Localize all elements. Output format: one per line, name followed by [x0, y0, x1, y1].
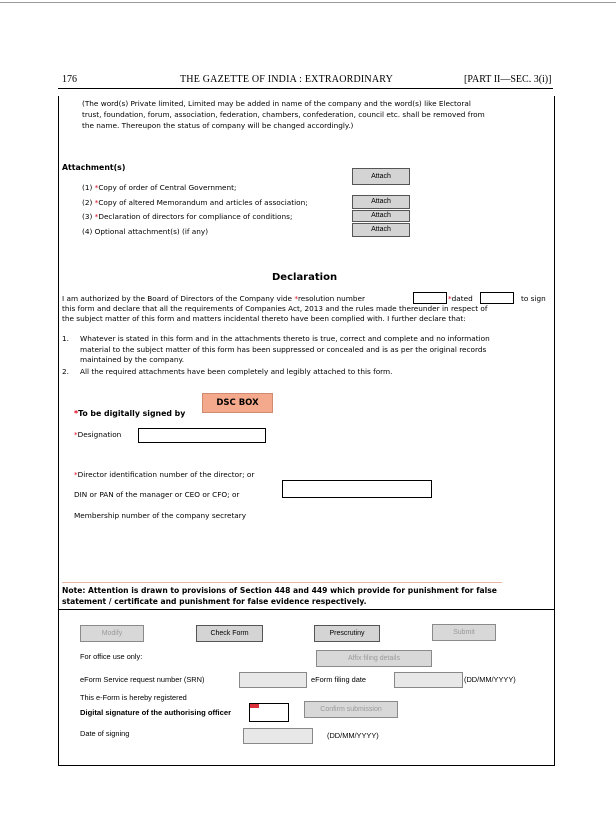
designation-input[interactable]: [138, 428, 266, 443]
note-text: Note: Attention is drawn to provisions of Section 448 and 449 which provide for punishment for false: [62, 586, 497, 595]
required-star: *: [94, 212, 99, 221]
attachment-num: (3): [82, 212, 93, 221]
digitally-signed-text: To be digitally signed by: [78, 409, 186, 418]
dated-text: dated: [451, 294, 473, 303]
note-text: statement / certificate and punishment for false evidence respectively.: [62, 597, 367, 606]
digital-signature-label: Digital signature of the authorising officer: [80, 708, 232, 717]
note-rule: [58, 609, 554, 610]
list-number: 2.: [62, 367, 69, 376]
filing-date-input[interactable]: [394, 672, 463, 688]
declaration-text: this form and declare that all the requirements of Companies Act, 2013 and the rules made thereunder in respect of: [62, 304, 488, 313]
attach-button[interactable]: Attach: [352, 223, 410, 237]
din-input[interactable]: [282, 480, 432, 498]
attachments-title: Attachment(s): [62, 163, 126, 172]
attachment-item: [82, 212, 292, 223]
notice-line: the name. Thereupon the status of company will be changed accordingly.): [82, 121, 354, 130]
page-number: 176: [62, 74, 77, 85]
attachment-label: Copy of altered Memorandum and articles of association;: [98, 198, 308, 207]
declaration-title: Declaration: [272, 272, 338, 283]
attachment-label: Declaration of directors for compliance of conditions;: [98, 212, 293, 221]
attach-button[interactable]: Attach: [352, 195, 410, 209]
declaration-text-part: to sign: [521, 294, 546, 303]
notice-line: trust, foundation, forum, association, federation, chambers, confederation, council etc. shall be removed from: [82, 110, 485, 119]
notice-line: (The word(s) Private limited, Limited may be added in name of the company and the word(s) like Electoral: [82, 99, 471, 108]
office-use-title: For office use only:: [80, 652, 143, 661]
declaration-item: maintained by the company.: [80, 355, 185, 364]
resolution-date-input[interactable]: [480, 292, 514, 304]
srn-input[interactable]: [239, 672, 307, 688]
digitally-signed-label: [74, 409, 185, 420]
din-label: DIN or PAN of the manager or CEO or CFO; or: [74, 490, 240, 499]
modify-button[interactable]: Modify: [80, 625, 144, 642]
registered-label: This e-Form is hereby registered: [80, 693, 187, 702]
list-number: 1.: [62, 334, 69, 343]
required-star: *: [74, 409, 79, 418]
attachment-item: [82, 183, 237, 194]
dsc-box[interactable]: DSC BOX: [202, 393, 273, 413]
required-star: *: [74, 470, 78, 479]
membership-label: Membership number of the company secretary: [74, 511, 247, 520]
declaration-item: Whatever is stated in this form and in the attachments thereto is true, correct and complete and no information: [80, 334, 490, 343]
designation-label: [74, 430, 121, 441]
attachment-num: (1): [82, 183, 93, 192]
header-rule: [58, 88, 553, 89]
din-text: Director identification number of the director; or: [77, 470, 255, 479]
required-star: *: [294, 294, 298, 303]
date-signing-label: Date of signing: [80, 729, 130, 738]
attachment-label: Optional attachment(s) (if any): [94, 227, 209, 236]
gazette-title: THE GAZETTE OF INDIA : EXTRAORDINARY: [180, 74, 394, 85]
declaration-text: [62, 294, 365, 305]
required-star: *: [94, 183, 99, 192]
date-format-hint: (DD/MM/YYYY): [464, 675, 516, 684]
filing-date-label: eForm filing date: [311, 675, 367, 684]
affix-filing-details-button[interactable]: Affix filing details: [316, 650, 432, 667]
attachment-label: Copy of order of Central Government;: [98, 183, 237, 192]
form-frame: [58, 96, 555, 766]
declaration-text-part: I am authorized by the Board of Directors of the Company vide: [62, 294, 292, 303]
attach-button[interactable]: Attach: [352, 168, 410, 185]
required-star: *: [74, 430, 78, 439]
date-format-hint: (DD/MM/YYYY): [327, 731, 379, 740]
required-star: *: [448, 294, 452, 303]
submit-button[interactable]: Submit: [432, 624, 496, 641]
declaration-item: material to the subject matter of this form has been suppressed or concealed and is as per the original records: [80, 345, 487, 354]
officer-signature-box[interactable]: [249, 703, 289, 722]
declaration-text-part: resolution number: [297, 294, 365, 303]
confirm-submission-button[interactable]: Confirm submission: [304, 701, 398, 718]
attachment-num: (4): [82, 227, 93, 236]
attachment-item: [82, 227, 208, 238]
designation-text: Designation: [77, 430, 122, 439]
prescrutiny-button[interactable]: Prescrutiny: [314, 625, 380, 642]
din-label: [74, 470, 254, 481]
dated-label: [448, 294, 473, 305]
required-star: *: [94, 198, 99, 207]
declaration-text: the subject matter of this form and matters incidental thereto have been complied with. I further declare that:: [62, 314, 466, 323]
note-divider: [62, 582, 502, 583]
check-form-button[interactable]: Check Form: [196, 625, 263, 642]
date-of-signing-input[interactable]: [243, 728, 313, 744]
declaration-item: All the required attachments have been completely and legibly attached to this form.: [80, 367, 393, 376]
signature-indicator-icon: [250, 704, 259, 708]
gazette-part: [PART II—SEC. 3(i)]: [464, 74, 552, 85]
top-border: [0, 2, 616, 3]
srn-label: eForm Service request number (SRN): [80, 675, 205, 684]
attachment-num: (2): [82, 198, 93, 207]
attachment-item: [82, 198, 308, 209]
resolution-number-input[interactable]: [413, 292, 447, 304]
attach-button[interactable]: Attach: [352, 210, 410, 222]
